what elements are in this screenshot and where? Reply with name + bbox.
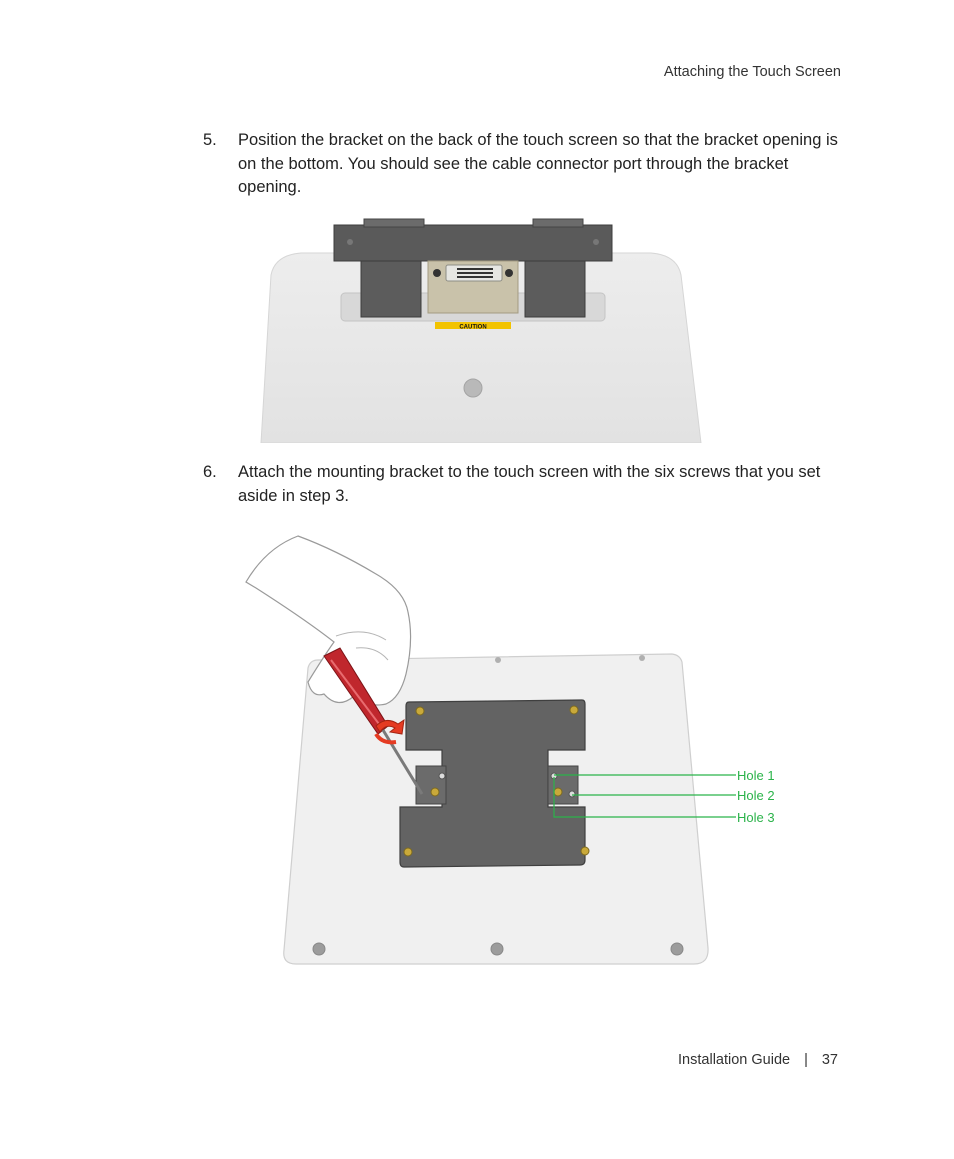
attach-bracket-illustration xyxy=(236,528,796,970)
bracket-left-leg xyxy=(361,261,421,317)
caution-text: CAUTION xyxy=(459,324,487,331)
bracket-top-plate xyxy=(334,225,612,261)
bracket-back-view-illustration xyxy=(241,215,707,443)
step-number: 5. xyxy=(203,131,217,149)
running-header: Attaching the Touch Screen xyxy=(663,64,841,80)
guide-title: Installation Guide xyxy=(678,1052,791,1068)
callout-hole-3: Hole 3 xyxy=(737,810,775,825)
callout-hole-2: Hole 2 xyxy=(737,788,775,803)
footer-separator: | xyxy=(804,1052,808,1068)
page-footer xyxy=(678,1052,838,1068)
callout-hole-1: Hole 1 xyxy=(737,768,775,783)
step-text: Attach the mounting bracket to the touch screen with the six screws that you set aside in step 3. xyxy=(238,463,821,505)
step-5 xyxy=(203,129,843,200)
step-6 xyxy=(203,461,843,508)
hand xyxy=(246,536,411,705)
bracket-right-leg xyxy=(525,261,585,317)
center-screw xyxy=(464,379,482,397)
step-text: Position the bracket on the back of the touch screen so that the bracket opening is on the bottom. You should see the cable connector port through the bracket opening. xyxy=(238,131,838,196)
step-number: 6. xyxy=(203,463,217,481)
page-number: 37 xyxy=(821,1052,838,1068)
